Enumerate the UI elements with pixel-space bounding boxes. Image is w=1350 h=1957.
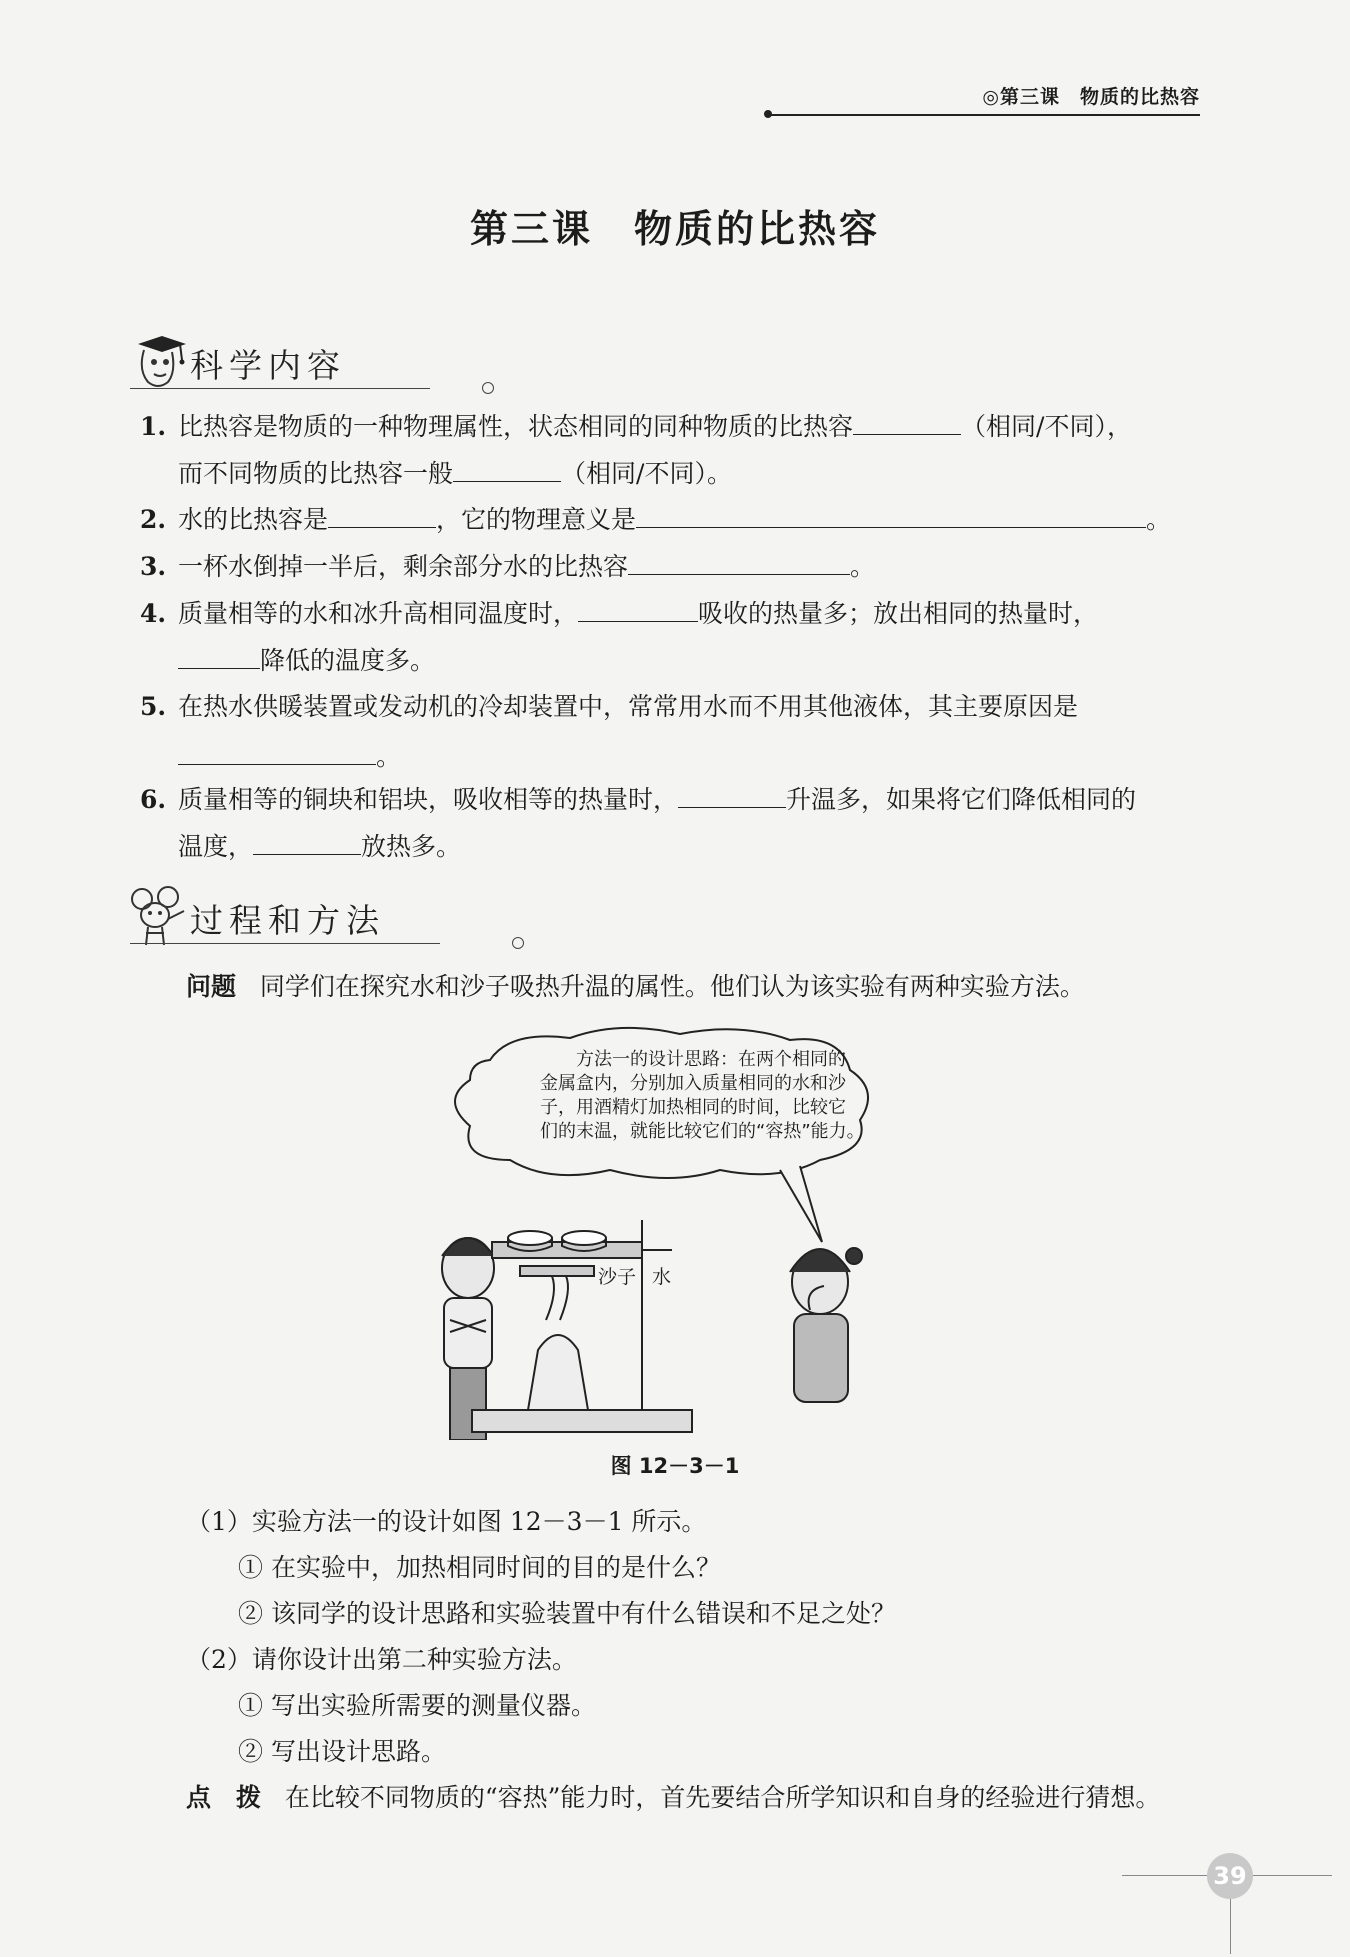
running-header: ◎第三课 物质的比热容 bbox=[982, 86, 1200, 108]
answer-blank[interactable] bbox=[178, 742, 376, 765]
question-text: 而不同物质的比热容一般 bbox=[178, 459, 454, 488]
question-text: （相同/不同）， bbox=[961, 412, 1132, 441]
bubble-line: 们的末温，就能比较它们的“容热”能力。 bbox=[540, 1121, 865, 1142]
label-water: 水 bbox=[652, 1266, 672, 1288]
question-4-line-1 bbox=[140, 597, 1098, 631]
question-number: 4. bbox=[140, 599, 167, 628]
question-text: 吸收的热量多；放出相同的热量时， bbox=[698, 599, 1099, 628]
question-3 bbox=[140, 550, 875, 584]
figure-caption: 图 12－3－1 bbox=[610, 1454, 740, 1478]
section-title: 科学内容 bbox=[190, 346, 346, 385]
question-text: 水的比热容是 bbox=[178, 505, 329, 534]
question-1-line-1 bbox=[140, 410, 1132, 444]
question-number: 5. bbox=[140, 692, 167, 721]
bubble-line: 金属盒内，分别加入质量相同的水和沙 bbox=[540, 1073, 846, 1094]
question-2 bbox=[140, 503, 1171, 537]
question-text: 降低的温度多。 bbox=[260, 646, 436, 675]
header-rule bbox=[770, 114, 1200, 116]
problem-text: 同学们在探究水和沙子吸热升温的属性。他们认为该实验有两种实验方法。 bbox=[259, 972, 1085, 1001]
answer-blank[interactable] bbox=[853, 412, 961, 435]
hint bbox=[186, 1781, 1160, 1815]
question-1-line-2 bbox=[178, 457, 732, 491]
answer-blank[interactable] bbox=[636, 505, 1146, 528]
problem-label: 问题 bbox=[186, 972, 237, 1001]
page-number: 39 bbox=[1207, 1853, 1253, 1899]
answer-blank[interactable] bbox=[578, 599, 698, 622]
question-text: 质量相等的水和冰升高相同温度时， bbox=[178, 599, 579, 628]
answer-blank[interactable] bbox=[178, 646, 260, 669]
question-text: 温度， bbox=[178, 832, 254, 861]
answer-blank[interactable] bbox=[678, 785, 786, 808]
speech-bubble-text bbox=[540, 1048, 890, 1144]
answer-blank[interactable] bbox=[453, 459, 561, 482]
section-underline-ring bbox=[512, 937, 524, 949]
section-underline bbox=[130, 388, 430, 389]
answer-blank[interactable] bbox=[628, 552, 850, 575]
question-text: 。 bbox=[850, 552, 876, 581]
section-title: 过程和方法 bbox=[190, 901, 385, 940]
heating-apparatus bbox=[472, 1220, 692, 1432]
section-heading-science-content bbox=[128, 330, 428, 400]
answer-blank[interactable] bbox=[253, 832, 361, 855]
bubble-line: 子，用酒精灯加热相同的时间，比较它 bbox=[540, 1097, 846, 1118]
question-text: 。 bbox=[1146, 505, 1172, 534]
answer-blank[interactable] bbox=[328, 505, 436, 528]
subquestion-2-2: ② 写出设计思路。 bbox=[238, 1737, 446, 1766]
question-number: 3. bbox=[140, 552, 167, 581]
bubble-line: 方法一的设计思路：在两个相同的 bbox=[576, 1049, 846, 1070]
subquestion-1-1: ① 在实验中，加热相同时间的目的是什么？ bbox=[238, 1553, 721, 1582]
question-5-line-1 bbox=[140, 690, 1078, 724]
question-text: ，它的物理意义是 bbox=[436, 505, 637, 534]
hint-text: 在比较不同物质的“容热”能力时，首先要结合所学知识和自身的经验进行猜想。 bbox=[284, 1783, 1161, 1812]
lesson-title: 第三课 物质的比热容 bbox=[469, 206, 880, 251]
label-sand: 沙子 bbox=[598, 1266, 637, 1288]
subquestion-2-1: ① 写出实验所需要的测量仪器。 bbox=[238, 1691, 596, 1720]
girl-figure bbox=[790, 1248, 862, 1402]
section-heading-process-method bbox=[128, 885, 428, 955]
question-text: 一杯水倒掉一半后，剩余部分水的比热容 bbox=[178, 552, 629, 581]
question-6-line-1 bbox=[140, 783, 1136, 817]
question-4-line-2 bbox=[178, 644, 435, 678]
question-number: 2. bbox=[140, 505, 167, 534]
section-underline bbox=[130, 943, 440, 944]
subquestion-2: （2）请你设计出第二种实验方法。 bbox=[186, 1645, 577, 1674]
question-text: 质量相等的铜块和铝块，吸收相等的热量时， bbox=[178, 785, 679, 814]
question-text: 放热多。 bbox=[361, 832, 462, 861]
question-text: 。 bbox=[376, 742, 402, 771]
question-number: 6. bbox=[140, 785, 167, 814]
problem-statement bbox=[186, 970, 1085, 1004]
graduate-mascot-icon bbox=[128, 330, 190, 392]
subquestion-1: （1）实验方法一的设计如图 12－3－1 所示。 bbox=[186, 1507, 707, 1536]
question-6-line-2 bbox=[178, 830, 461, 864]
hint-label: 点 拨 bbox=[186, 1783, 262, 1812]
question-text: 比热容是物质的一种物理属性，状态相同的同种物质的比热容 bbox=[178, 412, 854, 441]
question-number: 1. bbox=[140, 412, 167, 441]
question-text: 在热水供暖装置或发动机的冷却装置中，常常用水而不用其他液体，其主要原因是 bbox=[178, 692, 1079, 721]
question-5-line-2 bbox=[178, 740, 401, 774]
question-text: （相同/不同）。 bbox=[561, 459, 732, 488]
subquestion-1-2: ② 该同学的设计思路和实验装置中有什么错误和不足之处？ bbox=[238, 1599, 896, 1628]
page-number-rule-vertical bbox=[1230, 1899, 1231, 1954]
section-underline-ring bbox=[482, 382, 494, 394]
mouse-mascot-icon bbox=[128, 885, 190, 947]
question-text: 升温多，如果将它们降低相同的 bbox=[786, 785, 1137, 814]
